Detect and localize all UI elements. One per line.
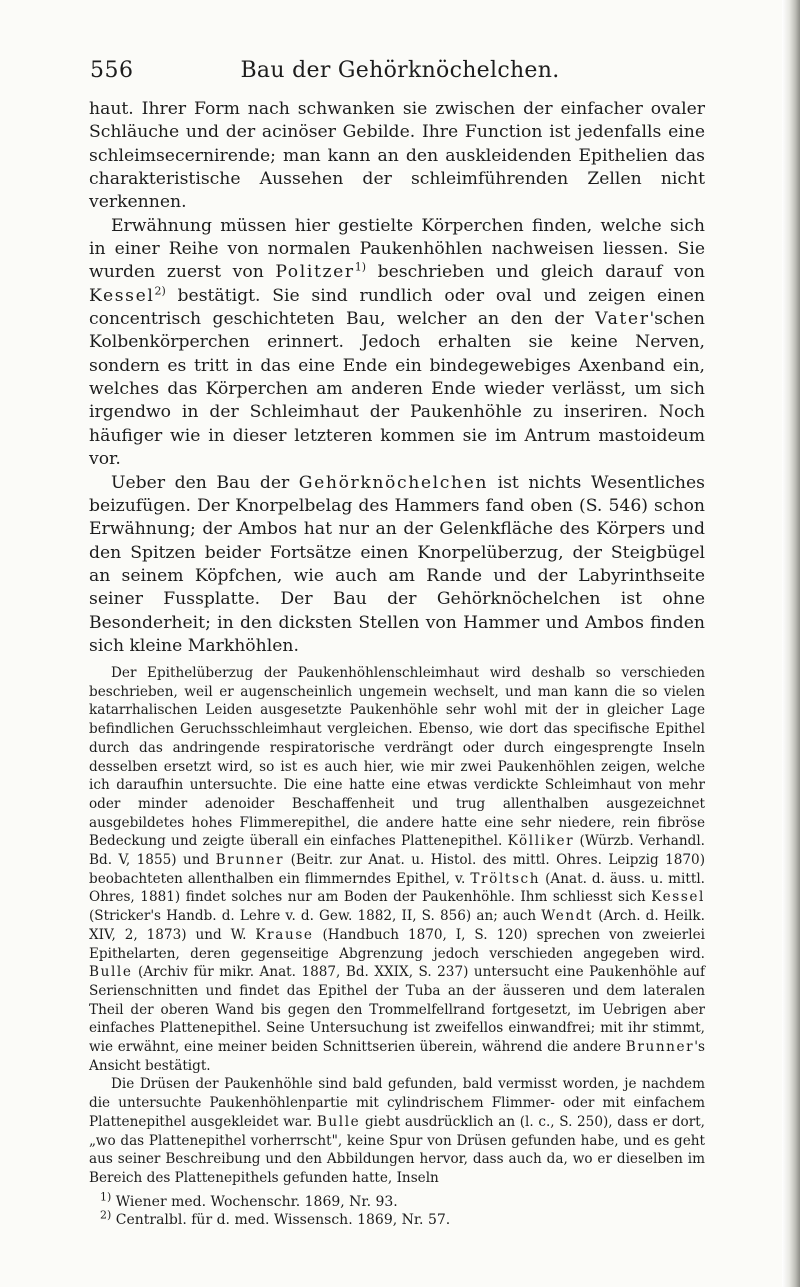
- running-title: Bau der Gehörknöchelchen.: [240, 58, 560, 83]
- author-name: Kessel: [89, 285, 155, 306]
- author-name: Vater: [595, 309, 650, 330]
- paragraph-intro: haut. Ihrer Form nach schwanken sie zwischen der einfacher ovaler Schläuche und der acinöser Gebilde. Ihre Function ist jedenfalls eine schleimsecernirende; man kann an den auskleidenden Epithelien das charakteristische Aussehen der schleimführenden Zellen nicht verkennen.: [89, 99, 705, 213]
- author-name: Politzer: [275, 262, 355, 283]
- page-number: 556: [90, 58, 134, 83]
- page-edge: [782, 0, 800, 1287]
- footnote-ref[interactable]: 1): [354, 260, 366, 274]
- main-text: [89, 98, 705, 658]
- paragraph-koerperchen: Erwähnung müssen hier gestielte Körperchen finden, welche sich in einer Reihe von normalen Paukenhöhlen nachweisen liessen. Sie wurden zuerst von Politzer$^{1)}$ beschrieben und gleich darauf von Kessel$^{2)}$ bestätigt. Sie sind rundlich oder oval und zeigen einen concentrisch geschichteten Bau, welcher an den der Vater'schen Kolbenkörperchen erinnert. Jedoch erhalten sie keine Nerven, sondern es tritt in das eine Ende ein bindegewebiges Axenband ein, welches das Körperchen am anderen Ende wieder verlässt, um sich irgendwo in der Schleimhaut der Paukenhöhle zu inseriren. Noch häufiger wie in dieser letzteren kommen sie im Antrum mastoideum vor.: [89, 215, 705, 470]
- small-paragraph-epithel: Der Epithelüberzug der Paukenhöhlenschleimhaut wird deshalb so verschieden beschrieben, weil er augenscheinlich ungemein wechselt, und man kann die so vielen katarrhalischen Leiden ausgesetzte Paukenhöhle sehr wohl mit der in gleicher Lage befindlichen Geruchsschleimhaut vergleichen. Ebenso, wie dort das specifische Epithel durch das andringende respiratorische verdrängt oder durch eingesprengte Inseln desselben ersetzt wird, so ist es auch hier, wie mir zwei Paukenhöhlen zeigen, welche ich daraufhin untersuchte. Die eine hatte eine etwas verdickte Schleimhaut von mehr oder minder adenoider Beschaffenheit und trug allenthalben ausgezeichnet ausgebildetes hohes Flimmerepithel, die andere hatte eine sehr niedere, rein fibröse Bedeckung und zeigte überall ein einfaches Plattenepithel. Kölliker (Würzb. Verhandl. Bd. V, 1855) und Brunner (Beitr. zur Anat. u. Histol. des mittl. Ohres. Leipzig 1870) beobachteten allenthalben ein flimmerndes Epithel, v. Tröltsch (Anat. d. äuss. u. mittl. Ohres, 1881) findet solches nur am Boden der Paukenhöhle. Ihm schliesst sich Kessel (Stricker's Handb. d. Lehre v. d. Gew. 1882, II, S. 856) an; auch Wendt (Arch. d. Heilk. XIV, 2, 1873) und W. Krause (Handbuch 1870, I, S. 120) sprechen von zweierlei Epithelarten, deren gegenseitige Abgrenzung jedoch verschieden angegeben wird. Bulle (Archiv für mikr. Anat. 1887, Bd. XXIX, S. 237) untersucht eine Paukenhöhle auf Serienschnitten und findet das Epithel der Tuba an der äusseren und dem lateralen Theil der oberen Wand bis gegen den Trommelfellrand fortgesetzt, im Uebrigen aber einfaches Plattenepithel. Seine Untersuchung ist zweifellos einwandfrei; mit ihr stimmt, wie erwähnt, eine meiner beiden Schnittserien überein, während die andere Brunner's Ansicht bestätigt.: [89, 665, 706, 1074]
- author-name: Bulle: [89, 964, 133, 981]
- author-name: Brunner: [215, 852, 285, 869]
- paragraph-gehoerknoechelchen: Ueber den Bau der Gehörknöchelchen ist nichts Wesentliches beizufügen. Der Knorpelbelag des Hammers fand oben (S. 546) schon Erwähnung; der Ambos hat nur an der Gelenkfläche des Körpers und den Spitzen beider Fortsätze einen Knorpelüberzug, der Steigbügel an seinem Köpfchen, wie auch am Rande und der Labyrinthseite seiner Fussplatte. Der Bau der Gehörknöchelchen ist ohne Besonderheit; in den dicksten Stellen von Hammer und Ambos finden sich kleine Markhöhlen.: [89, 472, 705, 656]
- page-header: [90, 58, 710, 88]
- author-name: Tröltsch: [470, 870, 541, 887]
- author-name: Kessel: [651, 889, 705, 906]
- footnote-mark: 1): [100, 1190, 112, 1204]
- footnote: $^{2)}$ Centralbl. für d. med. Wissensch. 1869, Nr. 57.: [100, 1207, 451, 1228]
- footnote-mark: 2): [100, 1207, 112, 1221]
- footnotes: [100, 1190, 700, 1229]
- author-name: Krause: [255, 926, 314, 943]
- author-name: Bulle: [316, 1113, 361, 1130]
- author-name: Wendt: [541, 908, 594, 925]
- footnote: $^{1)}$ Wiener med. Wochenschr. 1869, Nr. 93.: [100, 1190, 398, 1210]
- footnote-ref[interactable]: 2): [154, 284, 166, 298]
- author-name: Brunner: [625, 1039, 695, 1056]
- small-paragraph-druesen: Die Drüsen der Paukenhöhle sind bald gefunden, bald vermisst worden, je nachdem die untersuchte Paukenhöhlenpartie mit cylindrischem Flimmer- oder mit einfachem Plattenepithel ausgekleidet war. Bulle giebt ausdrücklich an (l. c., S. 250), dass er dort, „wo das Plattenepithel vorherrscht", keine Spur von Drüsen gefunden habe, und es geht aus seiner Beschreibung und den Abbildungen hervor, dass auch da, wo er dieselben im Bereich des Plattenepithels gefunden hatte, Inseln: [89, 1076, 706, 1186]
- small-print-notes: [89, 664, 705, 1188]
- emphasis-term: Gehörknöchelchen: [298, 472, 489, 493]
- author-name: Kölliker: [507, 833, 575, 850]
